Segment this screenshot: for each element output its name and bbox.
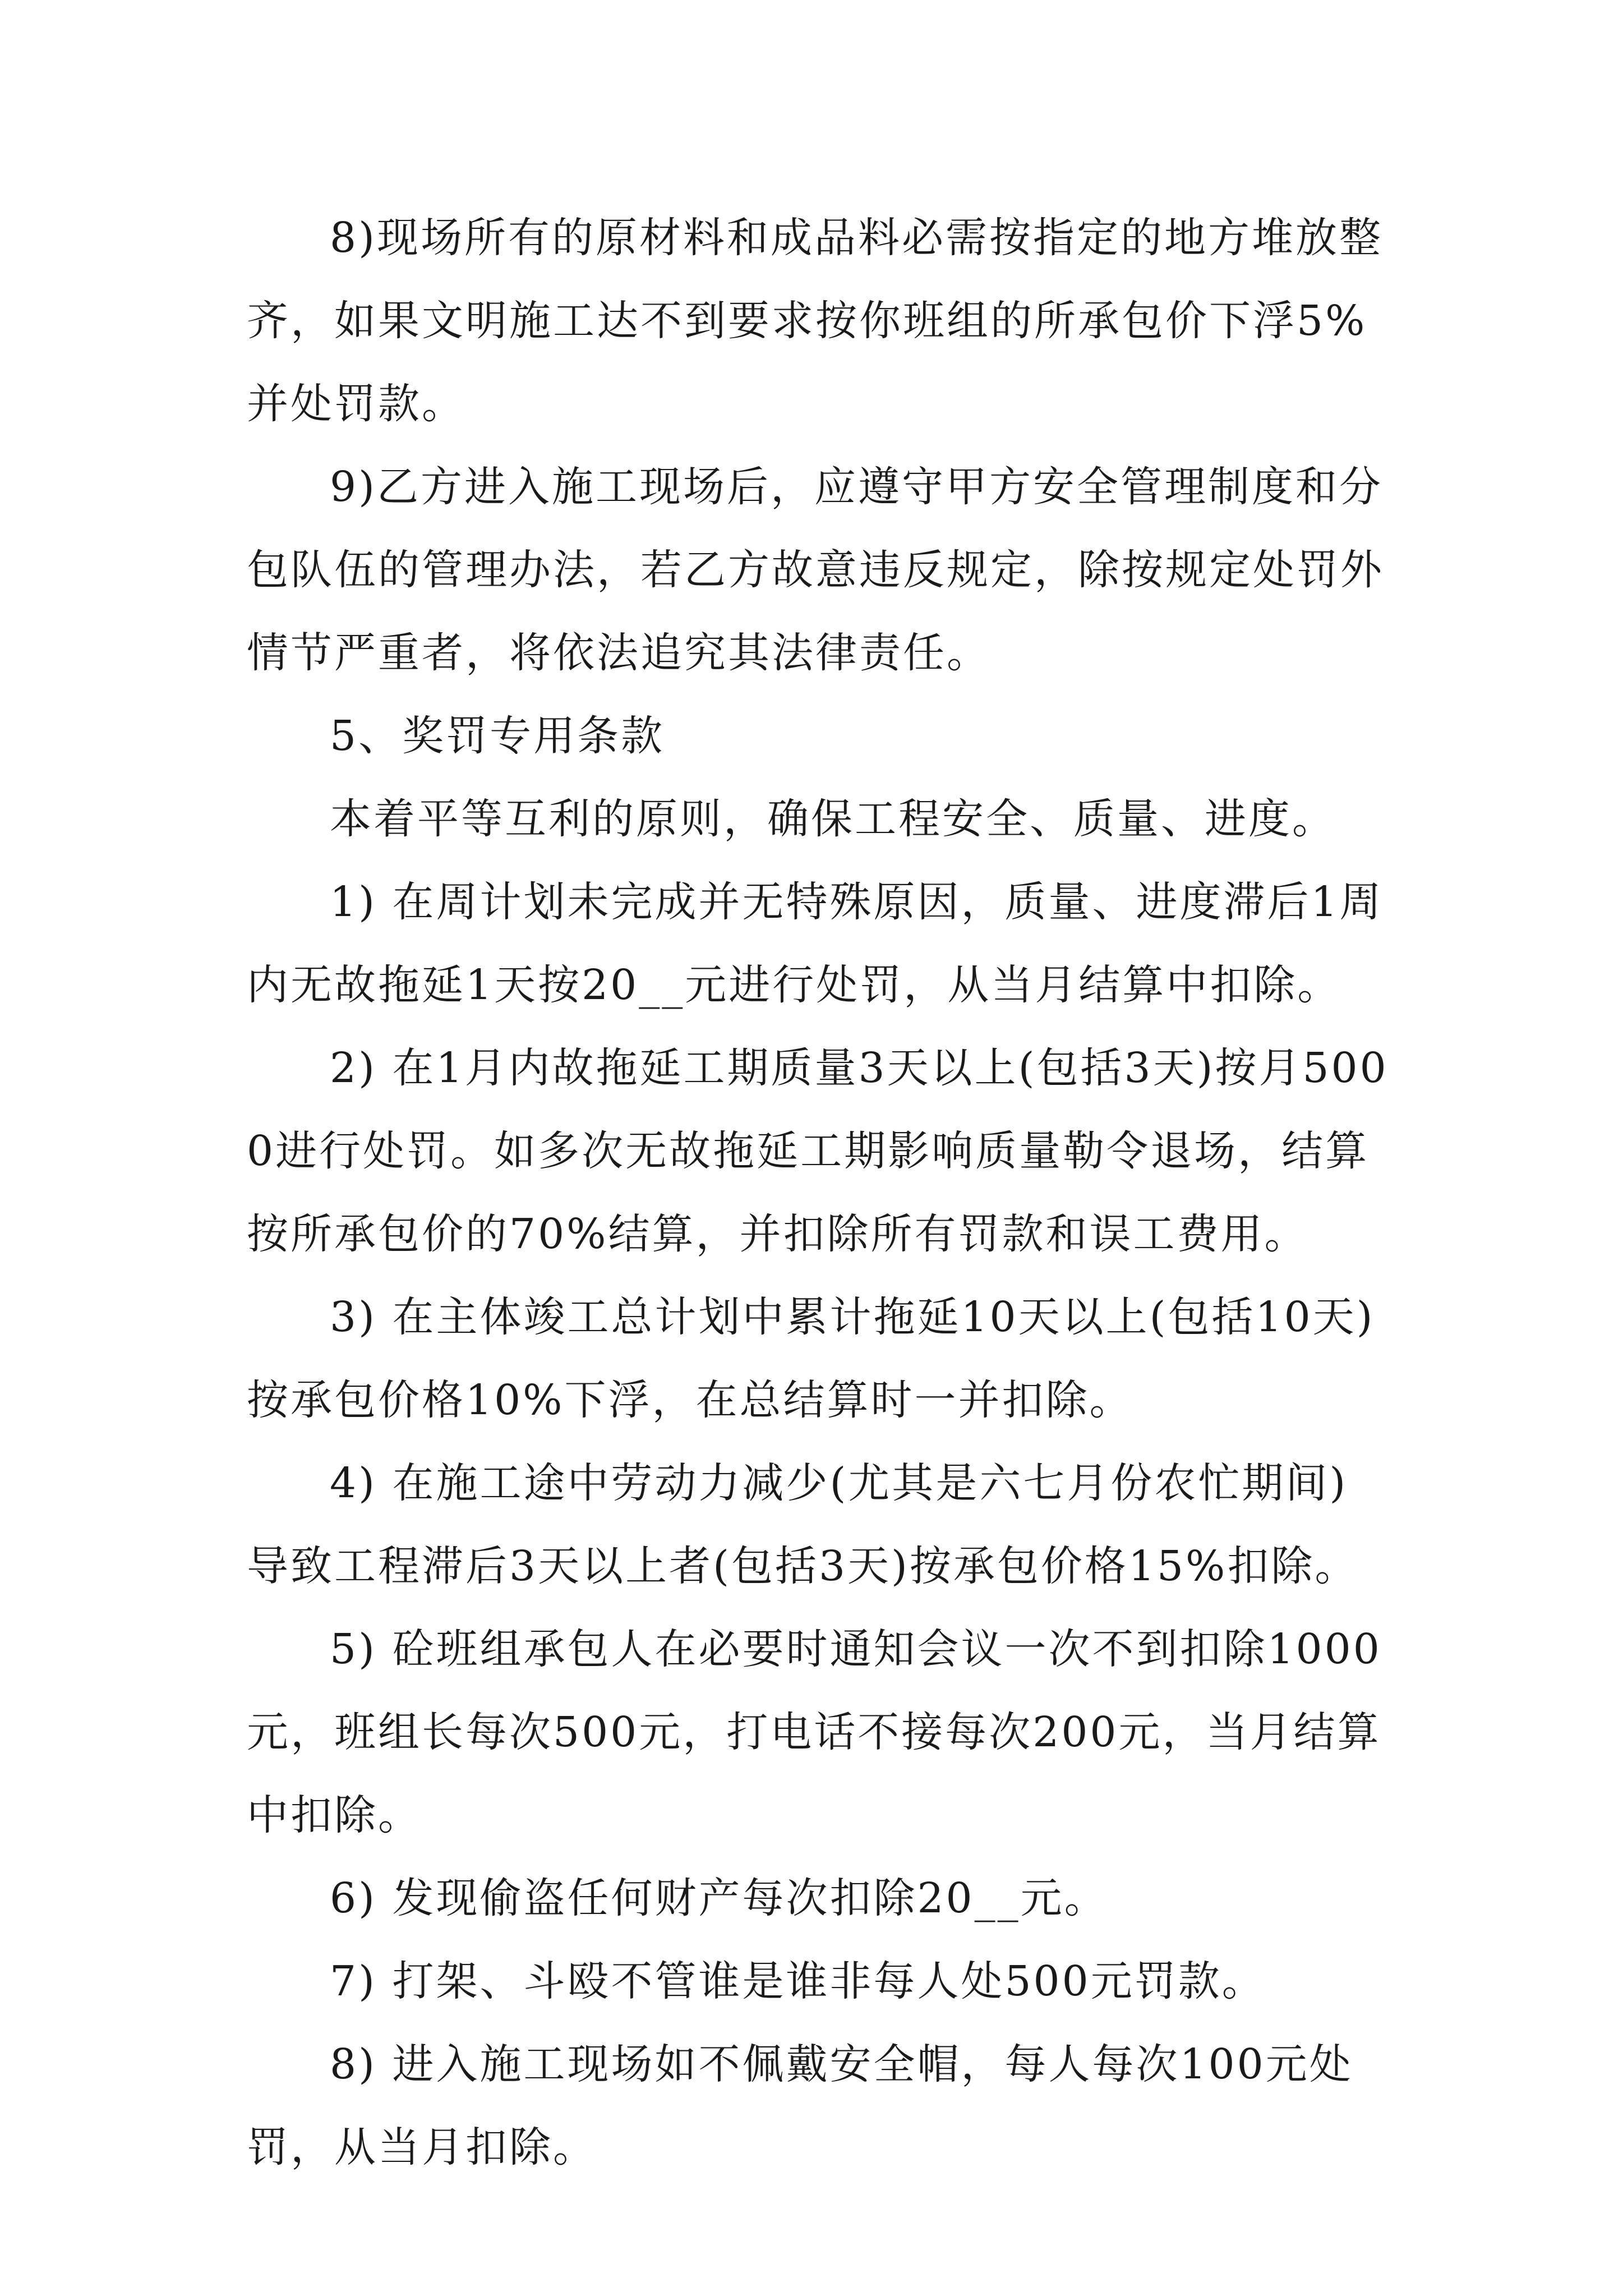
paragraph-clause-8-materials: 8)现场所有的原材料和成品料必需按指定的地方堆放整齐，如果文明施工达不到要求按你班组的所承包价下浮5%并处罚款。 — [247, 214, 1383, 428]
paragraph-item-6: 6) 发现偷盗任何财产每次扣除20__元。 — [330, 1874, 1108, 1922]
paragraph-item-8: 8) 进入施工现场如不佩戴安全帽，每人每次100元处罚，从当月扣除。 — [247, 2040, 1353, 2171]
paragraph-item-2: 2) 在1月内故拖延工期质量3天以上(包括3天)按月5000进行处罚。如多次无故拖延工期影响质量勒令退场，结算按所承包价的70%结算，并扣除所有罚款和误工费用。 — [247, 1044, 1389, 1258]
document-body — [247, 196, 1391, 2189]
paragraph-item-7: 7) 打架、斗殴不管谁是谁非每人处500元罚款。 — [330, 1957, 1266, 2005]
paragraph-item-1: 1) 在周计划未完成并无特殊原因，质量、进度滞后1周内无故拖延1天按20__元进行处罚，从当月结算中扣除。 — [247, 878, 1384, 1009]
paragraph-clause-9-safety: 9)乙方进入施工现场后，应遵守甲方安全管理制度和分包队伍的管理办法，若乙方故意违反规定，除按规定处罚外情节严重者，将依法追究其法律责任。 — [247, 463, 1384, 677]
paragraph-principle: 本着平等互利的原则，确保工程安全、质量、进度。 — [330, 795, 1336, 843]
section-heading-rewards-penalties: 5、奖罚专用条款 — [330, 712, 665, 760]
paragraph-item-3: 3) 在主体竣工总计划中累计拖延10天以上(包括10天)按承包价格10%下浮，在总结算时一并扣除。 — [247, 1293, 1375, 1424]
paragraph-item-5: 5) 砼班组承包人在必要时通知会议一次不到扣除1000元，班组长每次500元，打电话不接每次200元，当月结算中扣除。 — [247, 1625, 1382, 1839]
paragraph-item-4: 4) 在施工途中劳动力减少(尤其是六七月份农忙期间)导致工程滞后3天以上者(包括3天)按承包价格15%扣除。 — [247, 1459, 1359, 1590]
